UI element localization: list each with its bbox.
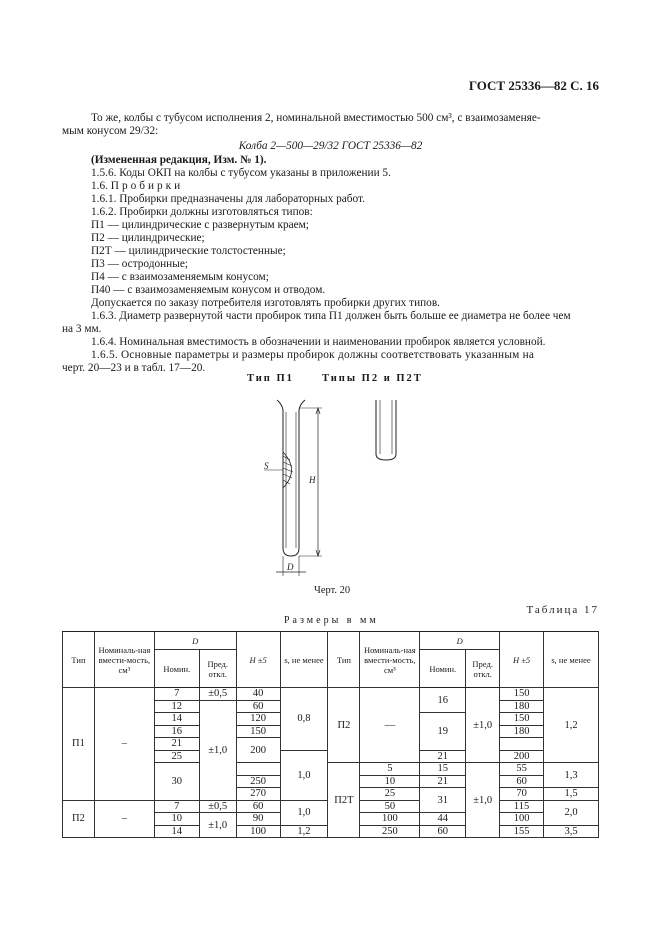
table-cell: 14 (154, 825, 199, 838)
table-cell: 60 (420, 825, 466, 838)
table-row (63, 688, 599, 701)
dimensions-table (62, 631, 599, 838)
figure-caption: Черт. 20 (314, 585, 351, 596)
type-p3: П3 — остродонные; (91, 258, 188, 270)
table-cell: 55 (500, 763, 544, 776)
designation-example: Колба 2—500—29/32 ГОСТ 25336—82 (238, 140, 423, 152)
table-cell: 115 (500, 800, 544, 813)
table-cell: 1,5 (544, 788, 599, 801)
edit-note: (Измененная редакция, Изм. № 1). (91, 154, 267, 166)
tube-p1-inner-wall (286, 412, 296, 548)
figure-label-p2: Типы П2 и П2Т (322, 373, 423, 384)
table-cell: 180 (500, 725, 544, 738)
col-d-tol: Пред. откл. (466, 650, 500, 688)
table-cell: 15 (420, 763, 466, 776)
table-cell: 1,0 (280, 800, 328, 825)
table-cell: 180 (500, 700, 544, 713)
dimension-s-label: S (264, 461, 269, 471)
table-cell: 270 (236, 788, 280, 801)
table-cell: ±1,0 (466, 763, 500, 838)
col-type: Тип (63, 632, 95, 688)
table-cell: 7 (154, 800, 199, 813)
table-cell: ±1,0 (199, 813, 236, 838)
table-cell: 0,8 (280, 688, 328, 751)
col-s: s, не менее (544, 632, 599, 688)
dimension-h-label: H (309, 475, 316, 485)
col-s: s, не менее (280, 632, 328, 688)
type-p40: П40 — с взаимозаменяемым конусом и отводом. (91, 284, 326, 296)
table-cell: 100 (360, 813, 420, 826)
table-cell: 1,0 (280, 750, 328, 800)
section-number: 1.6. (91, 180, 108, 192)
table-cell: 150 (500, 688, 544, 701)
table-cell: 120 (236, 713, 280, 726)
type-p1: П1 — цилиндрические с развернутым краем; (91, 219, 309, 231)
dimension-d-label: D (287, 562, 294, 572)
col-type: Тип (328, 632, 360, 688)
section-1-6-3: 1.6.3. Диаметр развернутой части пробирок типа П1 должен быть больше ее диаметра не более чем (91, 310, 571, 322)
table-cell: – (94, 800, 154, 838)
table-cell: 16 (154, 725, 199, 738)
table-cell: ±1,0 (466, 688, 500, 763)
type-p2t: П2Т — цилиндрические толстостенные; (91, 245, 286, 257)
tube-p1-outline (277, 400, 305, 556)
table-cell: П2 (328, 688, 360, 763)
allowed-note: Допускается по заказу потребителя изготовлять пробирки других типов. (91, 297, 440, 309)
type-p2: П2 — цилиндрические; (91, 232, 205, 244)
table-cell: П2 (63, 800, 95, 838)
table-cell: 200 (500, 750, 544, 763)
table-cell: 70 (500, 788, 544, 801)
table-cell: 250 (360, 825, 420, 838)
paragraph-line: мым конусом 29/32: (62, 125, 159, 137)
table-cell: 1,2 (544, 688, 599, 763)
table-cell: 3,5 (544, 825, 599, 838)
table-cell: 90 (236, 813, 280, 826)
table-cell: 2,0 (544, 800, 599, 825)
table-cell: 12 (154, 700, 199, 713)
table-cell: 19 (420, 713, 466, 751)
table-cell: – (94, 688, 154, 801)
section-1-6-2: 1.6.2. Пробирки должны изготовляться типов: (91, 206, 313, 218)
col-d: D (420, 632, 500, 650)
section-1-6-5-cont: черт. 20—23 и в табл. 17—20. (62, 362, 206, 374)
table-cell: 44 (420, 813, 466, 826)
page-header: ГОСТ 25336—82 С. 16 (468, 78, 599, 93)
table-cell: 16 (420, 688, 466, 713)
col-d: D (154, 632, 236, 650)
table-cell: 200 (236, 738, 280, 763)
table-cell: 1,3 (544, 763, 599, 788)
table-cell: 150 (500, 713, 544, 726)
section-1-5-6: 1.5.6. Коды ОКП на колбы с тубусом указаны в приложении 5. (91, 167, 391, 179)
table-cell: 1,2 (280, 825, 328, 838)
table-cell: 5 (360, 763, 420, 776)
table-cell: ±0,5 (199, 688, 236, 701)
table-cell: 40 (236, 688, 280, 701)
table-cell: П1 (63, 688, 95, 801)
col-h: H ±5 (500, 632, 544, 688)
table-cell: 50 (360, 800, 420, 813)
section-1-6-1: 1.6.1. Пробирки предназначены для лабораторных работ. (91, 193, 365, 205)
table-cell: 21 (420, 750, 466, 763)
table-caption: Размеры в мм (284, 615, 379, 626)
table-number: Таблица 17 (526, 604, 599, 616)
table-cell: 155 (500, 825, 544, 838)
col-capacity: Номиналь-ная вмести-мость, см³ (94, 632, 154, 688)
type-p4: П4 — с взаимозаменяемым конусом; (91, 271, 269, 283)
section-1-6-3-cont: на 3 мм. (62, 323, 102, 335)
col-h: H ±5 (236, 632, 280, 688)
table-cell: 60 (236, 700, 280, 713)
table-cell: 10 (360, 775, 420, 788)
tube-p2-outline (376, 400, 396, 460)
table-cell (500, 738, 544, 751)
table-cell: ±1,0 (199, 700, 236, 800)
table-cell: 100 (500, 813, 544, 826)
table-cell: 60 (236, 800, 280, 813)
table-cell: 21 (154, 738, 199, 751)
table-cell: 25 (154, 750, 199, 763)
table-cell: 30 (154, 763, 199, 801)
table-cell: ±0,5 (199, 800, 236, 813)
col-capacity: Номиналь-ная вмести-мость, см³ (360, 632, 420, 688)
paragraph-line: То же, колбы с тубусом исполнения 2, номинальной вместимостью 500 см³, с взаимозаменяе- (91, 112, 541, 124)
table-cell: 31 (420, 788, 466, 813)
table-cell: 100 (236, 825, 280, 838)
section-1-6-5: 1.6.5. Основные параметры и размеры пробирок должны соответствовать указанным на (91, 349, 535, 361)
table-cell: 10 (154, 813, 199, 826)
table-cell: П2Т (328, 763, 360, 838)
section-1-6-4: 1.6.4. Номинальная вместимость в обозначении и наименовании пробирок является условной. (91, 336, 546, 348)
col-d-nom: Номин. (420, 650, 466, 688)
col-d-tol: Пред. откл. (199, 650, 236, 688)
col-d-nom: Номин. (154, 650, 199, 688)
table-cell: 14 (154, 713, 199, 726)
table-cell: 250 (236, 775, 280, 788)
table-cell: 150 (236, 725, 280, 738)
section-title: Пробирки (110, 180, 184, 192)
table-cell: — (360, 688, 420, 763)
table-cell: 60 (500, 775, 544, 788)
table-cell: 21 (420, 775, 466, 788)
figure-label-p1: Тип П1 (247, 373, 294, 384)
table-cell: 7 (154, 688, 199, 701)
table-cell: 25 (360, 788, 420, 801)
table-cell (236, 763, 280, 776)
